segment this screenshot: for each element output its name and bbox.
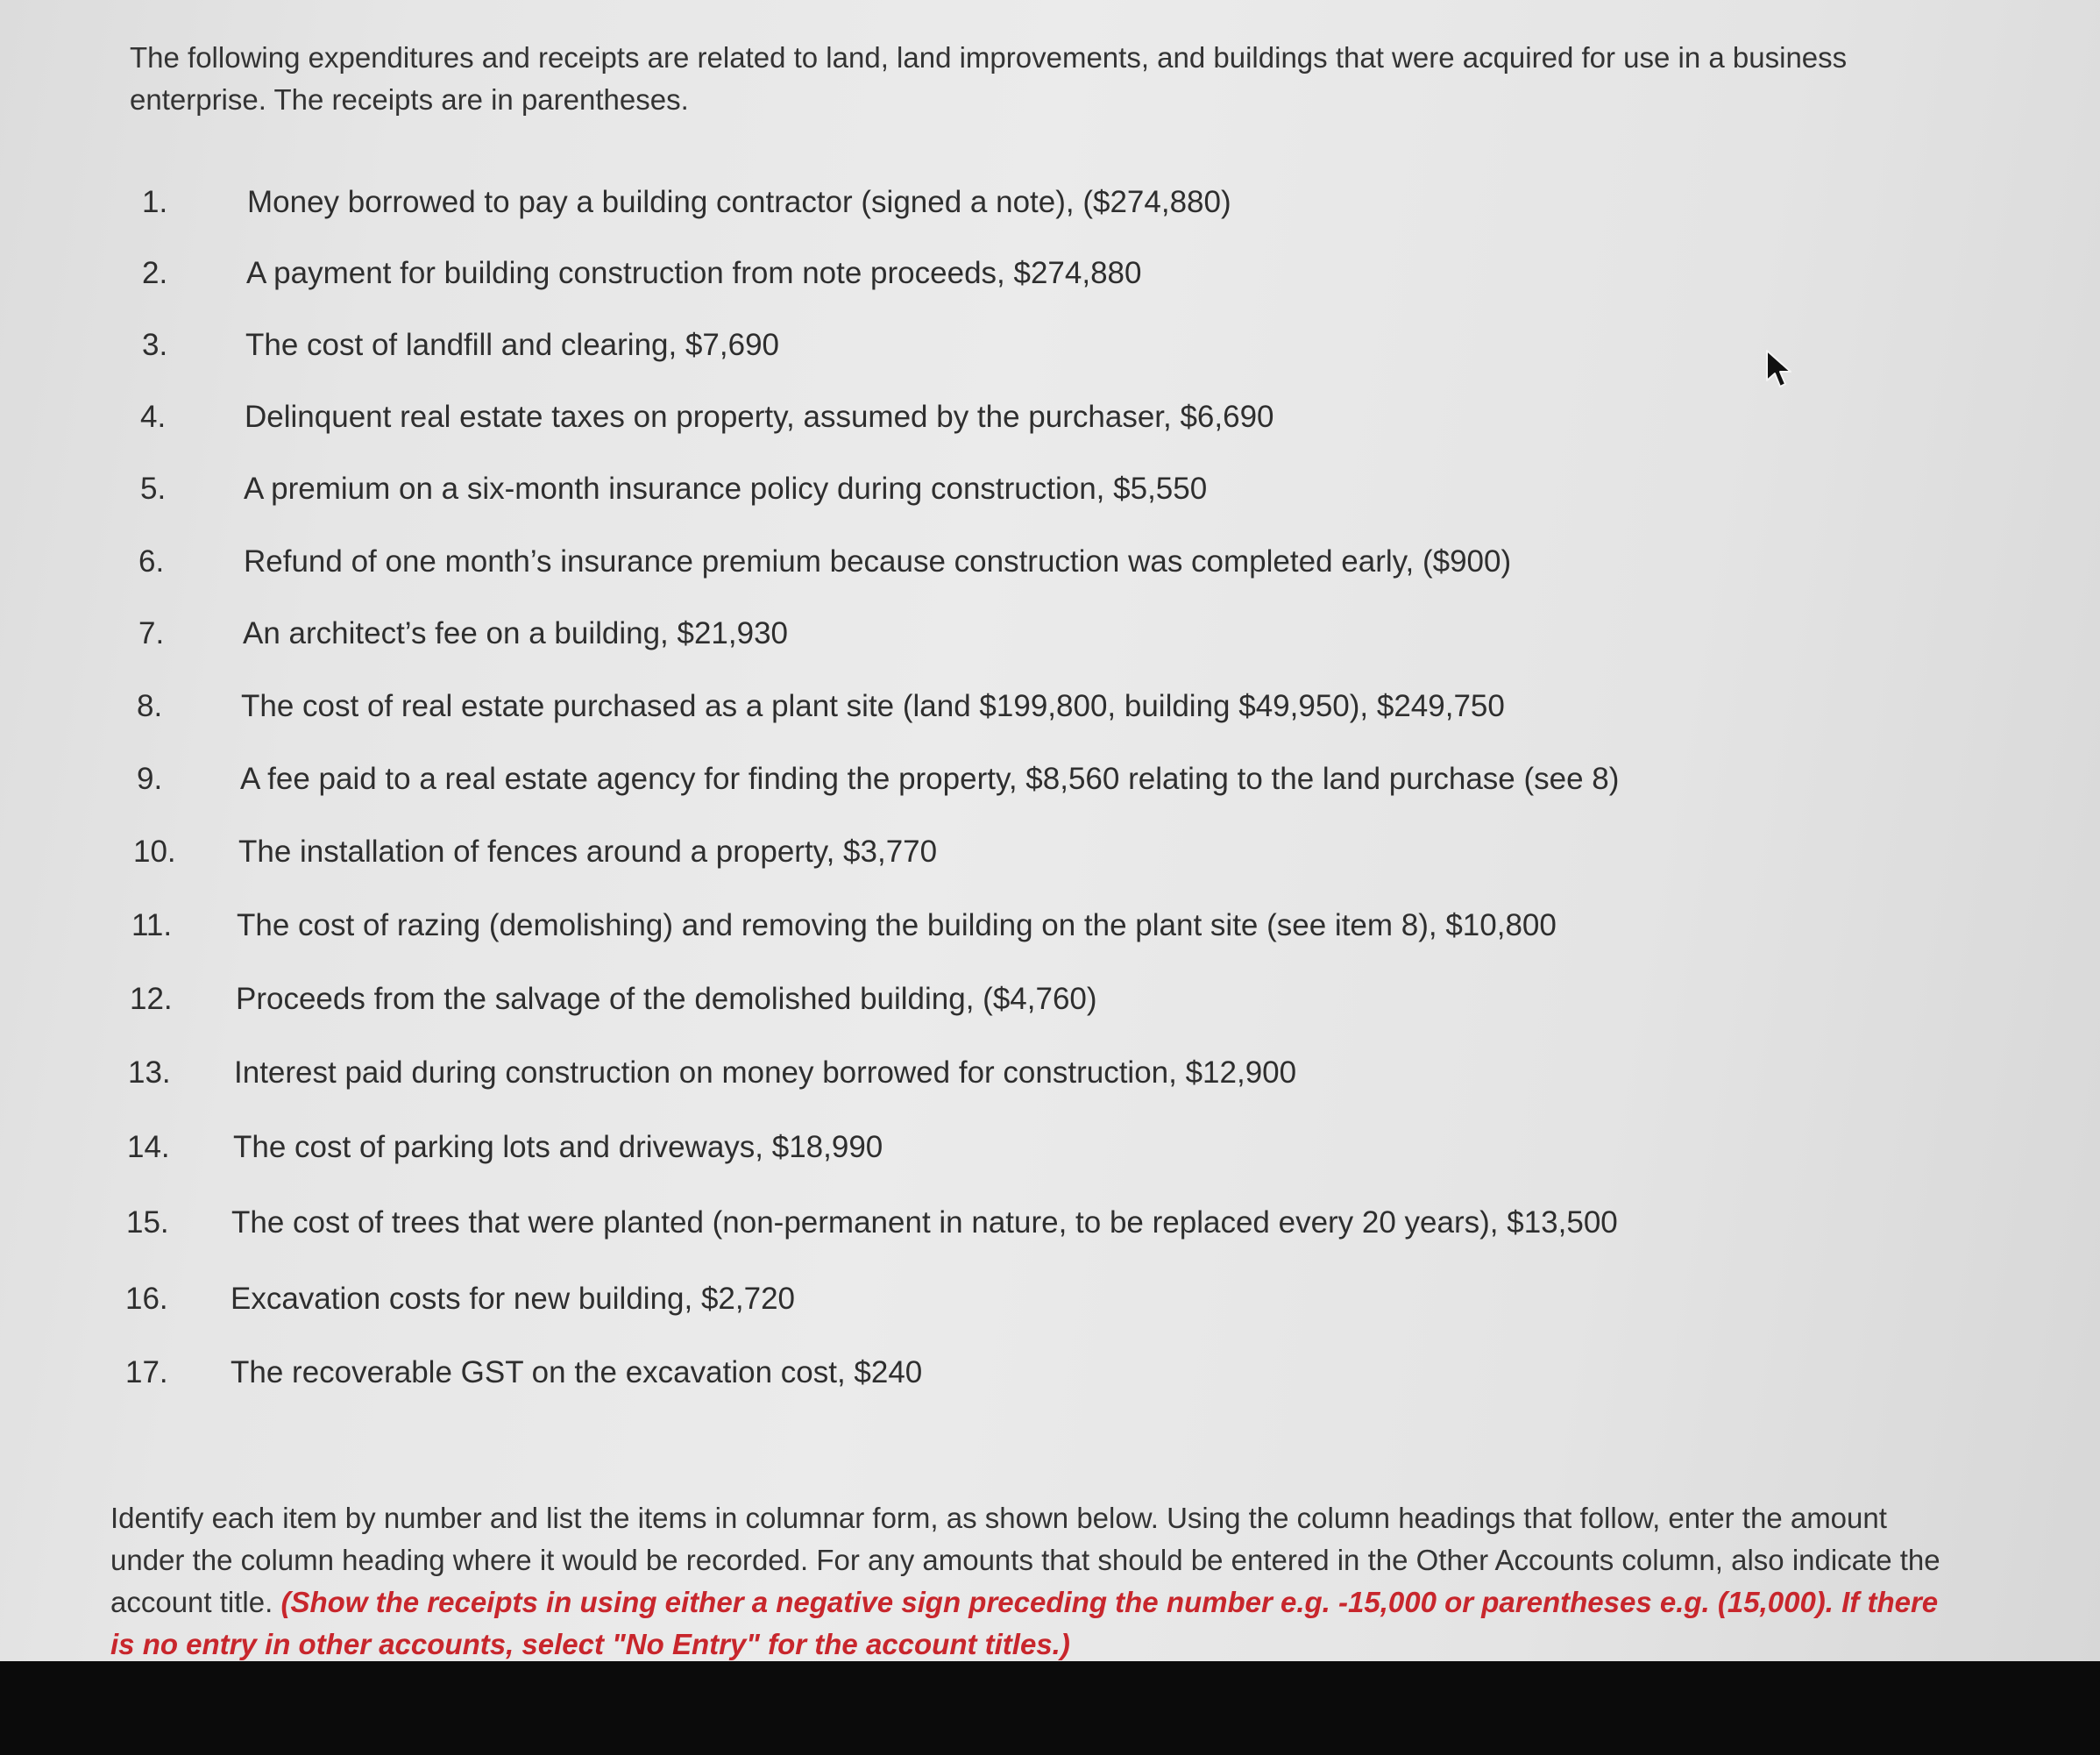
instructions-text: Identify each item by number and list the items in columnar form, as shown below. Using the column headings that follow, enter the amount under the column heading where it would be recorded. For any amounts that should be entered in the Other Accounts column, also indicate the account title. <box>110 1502 1940 1618</box>
item-number: 15. <box>126 1205 169 1240</box>
item-number: 3. <box>142 328 168 362</box>
item-text: Interest paid during construction on money borrowed for construction, $12,900 <box>234 1055 1297 1090</box>
item-number: 12. <box>130 982 173 1016</box>
item-text: Refund of one month’s insurance premium because construction was completed early, ($900) <box>244 544 1512 579</box>
item-text: The cost of razing (demolishing) and removing the building on the plant site (see item 8), $10,800 <box>237 908 1557 942</box>
item-text: The cost of real estate purchased as a plant site (land $199,800, building $49,950), $249,750 <box>241 689 1505 723</box>
instructions <box>110 1497 1942 1661</box>
item-text: A fee paid to a real estate agency for finding the property, $8,560 relating to the land purchase (see 8) <box>240 762 1620 796</box>
item-number: 17. <box>125 1355 168 1389</box>
item-text: The cost of trees that were planted (non-permanent in nature, to be replaced every 20 years), $13,500 <box>231 1205 1618 1240</box>
item-number: 2. <box>142 256 168 290</box>
instructions-note: (Show the receipts in using either a negative sign preceding the number e.g. -15,000 or parentheses e.g. (15,000). If there is no entry in other accounts, select "No Entry" for the account titles.) <box>110 1586 1939 1660</box>
item-text: A premium on a six-month insurance policy during construction, $5,550 <box>244 472 1208 506</box>
item-number: 14. <box>127 1130 170 1164</box>
item-number: 4. <box>140 400 167 434</box>
item-text: The recoverable GST on the excavation cost, $240 <box>231 1355 923 1389</box>
item-number: 6. <box>138 544 165 579</box>
item-text: Delinquent real estate taxes on property, assumed by the purchaser, $6,690 <box>245 400 1274 434</box>
item-number: 9. <box>137 762 163 796</box>
item-text: Money borrowed to pay a building contractor (signed a note), ($274,880) <box>247 185 1231 219</box>
item-text: The cost of landfill and clearing, $7,690 <box>245 328 779 362</box>
item-number: 11. <box>131 908 173 942</box>
item-number: 13. <box>128 1055 171 1090</box>
item-text: An architect’s fee on a building, $21,930 <box>243 616 789 650</box>
screen-bezel <box>0 1661 2100 1755</box>
item-number: 10. <box>133 835 176 869</box>
item-number: 1. <box>142 185 168 219</box>
mouse-pointer-icon <box>1765 349 1795 389</box>
item-number: 5. <box>140 472 167 506</box>
item-text: A payment for building construction from note proceeds, $274,880 <box>246 256 1142 290</box>
intro-text: The following expenditures and receipts are related to land, land improvements, and buildings that were acquired for use in a business enterprise. The receipts are in parentheses. <box>130 41 1848 116</box>
item-text: The installation of fences around a property, $3,770 <box>238 835 938 869</box>
item-number: 7. <box>138 616 165 650</box>
item-number: 16. <box>125 1282 168 1316</box>
item-text: Proceeds from the salvage of the demolished building, ($4,760) <box>236 982 1097 1016</box>
item-text: The cost of parking lots and driveways, $18,990 <box>233 1130 883 1164</box>
item-text: Excavation costs for new building, $2,720 <box>231 1282 795 1316</box>
item-number: 8. <box>137 689 163 723</box>
